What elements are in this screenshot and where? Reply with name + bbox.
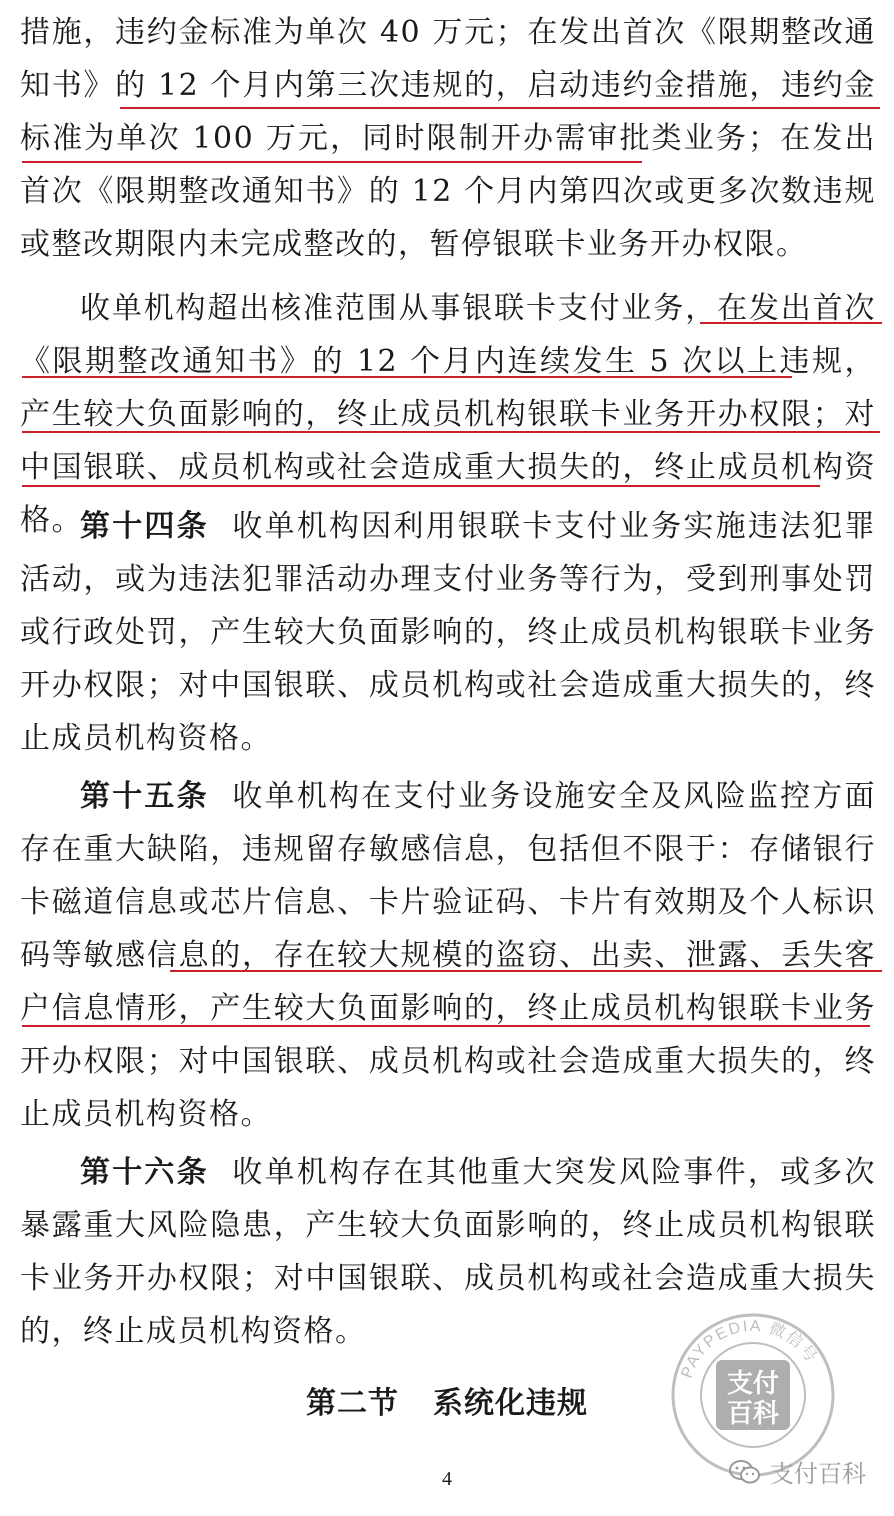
highlight-underline [22, 485, 820, 487]
highlight-underline [22, 1025, 870, 1027]
article-title: 第十五条 [80, 779, 209, 814]
article-14 [20, 500, 876, 765]
section-title: 系统化违规 [433, 1386, 588, 1421]
wechat-icon [728, 1458, 762, 1486]
page-number: 4 [442, 1468, 452, 1490]
highlight-underline [22, 161, 642, 163]
article-text: 收单机构因利用银联卡支付业务实施违法犯罪活动，或为违法犯罪活动办理支付业务等行为，受到刑事处罚或行政处罚，产生较大负面影响的，终止成员机构银联卡业务开办权限；对中国银联、成员机构或社会造成重大损失的，终止成员机构资格。 [20, 509, 877, 756]
paragraph-text: 收单机构超出核准范围从事银联卡支付业务，在发出首次《限期整改通知书》的 12 个月内连续发生 5 次以上违规，产生较大负面影响的，终止成员机构银联卡业务开办权限；对中国银联、成员机构或社会造成重大损失的，终止成员机构资格。 [20, 291, 876, 538]
article-15 [20, 770, 876, 1141]
paragraph-text: 措施，违约金标准为单次 40 万元；在发出首次《限期整改通知书》的 12 个月内第三次违规的，启动违约金措施，违约金标准为单次 100 万元，同时限制开办需审批类业务；在发出首次《限期整改通知书》的 12 个月内第四次或更多次数违规或整改期限内未完成整改的，暂停银联卡业务开办权限。 [20, 15, 876, 262]
svg-text:百科: 百科 [726, 1399, 780, 1429]
paragraph-continuation [20, 6, 876, 271]
svg-text:PAYPEDIA 微信号: PAYPEDIA 微信号 [678, 1317, 821, 1381]
svg-text:支付: 支付 [726, 1369, 780, 1399]
wechat-watermark [728, 1454, 866, 1489]
highlight-underline [22, 376, 792, 378]
watermark-label: 支付百科 [770, 1460, 866, 1488]
article-title: 第十四条 [80, 509, 209, 544]
highlight-underline [700, 322, 882, 324]
article-title: 第十六条 [80, 1155, 209, 1190]
highlight-underline [120, 107, 880, 109]
section-number: 第二节 [306, 1386, 399, 1421]
highlight-underline [22, 431, 880, 433]
article-text: 收单机构在支付业务设施安全及风险监控方面存在重大缺陷，违规留存敏感信息，包括但不限于：存储银行卡磁道信息或芯片信息、卡片验证码、卡片有效期及个人标识码等敏感信息的，存在较大规模的盗窃、出卖、泄露、丢失客户信息情形，产生较大负面影响的，终止成员机构银联卡业务开办权限；对中国银联、成员机构或社会造成重大损失的，终止成员机构资格。 [20, 779, 877, 1132]
highlight-underline [170, 970, 882, 972]
article-text: 收单机构存在其他重大突发风险事件，或多次暴露重大风险隐患，产生较大负面影响的，终止成员机构银联卡业务开办权限；对中国银联、成员机构或社会造成重大损失的，终止成员机构资格。 [20, 1155, 877, 1349]
